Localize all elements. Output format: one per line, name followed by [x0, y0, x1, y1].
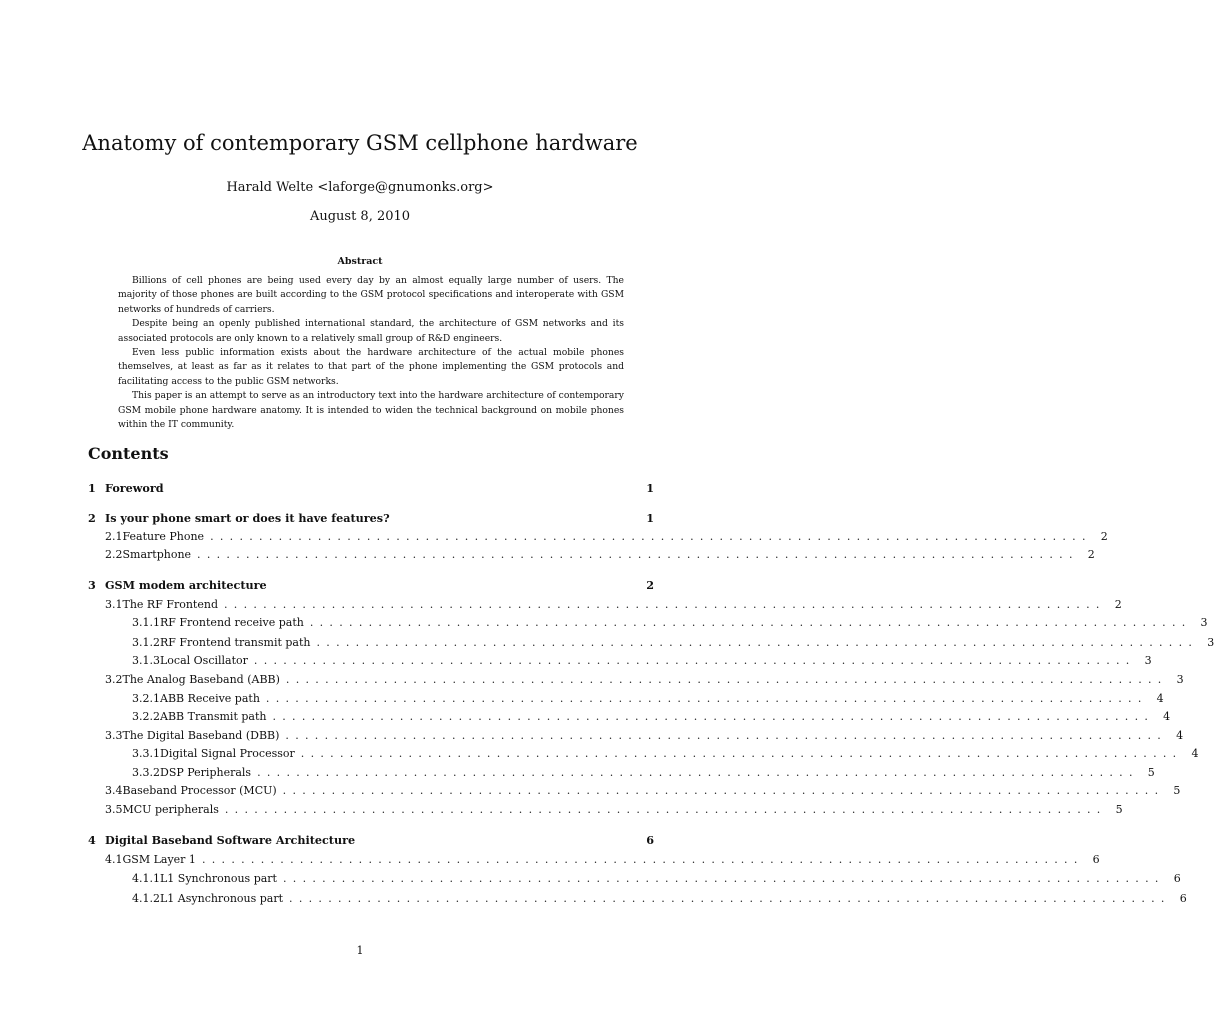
toc-entry-page: 2	[646, 578, 654, 592]
page-number: 1	[356, 944, 364, 957]
toc-leader-dots: ..........................................................................................	[224, 598, 1106, 611]
toc-entry[interactable]	[105, 729, 1184, 745]
toc-entry-page: 2	[1100, 530, 1108, 543]
toc-entry-label: Baseband Processor (MCU)	[122, 784, 277, 797]
toc-entry-label: Feature Phone	[122, 530, 205, 543]
toc-leader-dots: ..........................................................................................	[197, 548, 1079, 561]
toc-entry-label: The RF Frontend	[122, 598, 218, 611]
toc-leader-dots: ..........................................................................................	[300, 747, 1183, 760]
abstract-paragraph: Billions of cell phones are being used every day by an almost equally large number of users. The majority of those phones are built according to the GSM protocol specifications and interoperate with GSM networks of hundreds of carriers.	[118, 275, 624, 315]
toc-entry-number: 4.1.2	[132, 892, 160, 905]
toc-leader-dots: ..........................................................................................	[224, 803, 1107, 816]
toc-entry-page: 2	[1114, 598, 1122, 611]
toc-entry-number: 3.1.3	[132, 654, 160, 667]
toc-entry-label: Local Oscillator	[160, 654, 248, 667]
toc-entry[interactable]	[105, 598, 1122, 614]
toc-entry-number: 3.1.1	[132, 616, 160, 629]
toc-entry[interactable]	[132, 636, 1214, 652]
toc-entry-label: Digital Baseband Software Architecture	[105, 833, 356, 847]
toc-entry-number: 3.1	[105, 598, 123, 611]
toc-leader-dots: ..........................................................................................	[201, 853, 1084, 866]
toc-entry[interactable]	[132, 616, 1208, 632]
toc-entry-label: GSM modem architecture	[105, 578, 267, 592]
toc-entry-label: ABB Receive path	[160, 692, 260, 705]
toc-entry-page: 3	[1200, 616, 1208, 629]
toc-entry-page: 4	[1156, 692, 1164, 705]
toc-entry-page: 2	[1087, 548, 1095, 561]
toc-entry-label: The Analog Baseband (ABB)	[122, 673, 280, 686]
toc-entry-number: 3.2.1	[132, 692, 160, 705]
toc-leader-dots: ..........................................................................................	[282, 872, 1165, 885]
toc-entry[interactable]	[88, 511, 654, 527]
toc-leader-dots: ..........................................................................................	[285, 673, 1168, 686]
toc-entry-label: GSM Layer 1	[122, 853, 196, 866]
abstract-paragraph: Even less public information exists about the hardware architecture of the actual mobile phones themselves, at least as far as it relates to that part of the phone implementing the GSM protocols and facilitating access to the public GSM networks.	[118, 347, 624, 387]
toc-entry[interactable]	[105, 853, 1100, 869]
toc-entry-page: 4	[1163, 710, 1171, 723]
toc-leader-dots: ..........................................................................................	[289, 892, 1171, 905]
toc-entry-number: 3.2.2	[132, 710, 160, 723]
toc-entry-page: 6	[1092, 853, 1100, 866]
toc-entry-page: 3	[1207, 636, 1214, 649]
toc-entry[interactable]	[88, 833, 654, 849]
toc-entry-number: 3.3	[105, 729, 123, 742]
toc-entry[interactable]	[132, 892, 1187, 908]
toc-entry-number: 3.1.2	[132, 636, 160, 649]
toc-entry-label: DSP Peripherals	[160, 766, 252, 779]
toc-entry[interactable]	[105, 803, 1123, 819]
toc-entry-label: MCU peripherals	[122, 803, 219, 816]
toc-leader-dots: ..........................................................................................	[253, 654, 1136, 667]
toc-entry[interactable]	[132, 710, 1171, 726]
toc-entry[interactable]	[88, 578, 654, 594]
toc-leader-dots: ..........................................................................................	[257, 766, 1139, 779]
abstract-body	[118, 274, 624, 432]
toc-entry[interactable]	[132, 766, 1155, 782]
abstract-paragraph: Despite being an openly published international standard, the architecture of GSM networks and its associated protocols are only known to a relatively small group of R&D engineers.	[118, 318, 624, 344]
toc-leader-dots: ..........................................................................................	[265, 692, 1148, 705]
toc-entry-label: Digital Signal Processor	[160, 747, 295, 760]
toc-entry[interactable]	[132, 692, 1164, 708]
toc-entry[interactable]	[88, 481, 654, 497]
toc-entry-label: ABB Transmit path	[160, 710, 267, 723]
toc-entry[interactable]	[132, 654, 1152, 670]
toc-entry-label: Smartphone	[122, 548, 192, 561]
toc-entry-number: 3	[88, 578, 96, 592]
toc-entry-page: 5	[1147, 766, 1155, 779]
paper-title: Anatomy of contemporary GSM cellphone hardware	[82, 131, 638, 155]
abstract-heading: Abstract	[337, 256, 383, 267]
toc-leader-dots: ..........................................................................................	[282, 784, 1165, 797]
toc-entry[interactable]	[132, 872, 1181, 888]
toc-entry[interactable]	[132, 747, 1199, 763]
contents-heading: Contents	[88, 444, 169, 463]
abstract-paragraph: This paper is an attempt to serve as an introductory text into the hardware architecture of contemporary GSM mobile phone hardware anatomy. It is intended to widen the technical background on mobile phones within the IT community.	[118, 390, 624, 431]
author-line: Harald Welte <laforge@gnumonks.org>	[226, 180, 494, 195]
toc-entry[interactable]	[105, 673, 1184, 689]
toc-entry-page: 5	[1173, 784, 1181, 797]
toc-entry-page: 4	[1191, 747, 1199, 760]
toc-entry[interactable]	[105, 784, 1181, 800]
toc-entry-page: 6	[1173, 872, 1181, 885]
toc-entry-number: 3.3.2	[132, 766, 160, 779]
toc-entry-page: 1	[646, 511, 654, 525]
toc-entry-number: 3.4	[105, 784, 123, 797]
toc-entry-page: 4	[1176, 729, 1184, 742]
toc-entry-number: 4	[88, 833, 96, 847]
toc-entry-page: 3	[1144, 654, 1152, 667]
toc-entry-number: 2.1	[105, 530, 123, 543]
toc-entry-page: 6	[1179, 892, 1187, 905]
toc-leader-dots: ..........................................................................................	[309, 616, 1192, 629]
toc-entry-number: 2	[88, 511, 96, 525]
toc-entry-page: 6	[646, 833, 654, 847]
toc-entry-page: 5	[1115, 803, 1123, 816]
toc-entry-label: L1 Synchronous part	[160, 872, 277, 885]
toc-entry[interactable]	[105, 530, 1108, 546]
toc-entry-label: RF Frontend receive path	[160, 616, 304, 629]
toc-entry-label: L1 Asynchronous part	[160, 892, 284, 905]
toc-leader-dots: ..........................................................................................	[210, 530, 1092, 543]
toc-entry-page: 3	[1176, 673, 1184, 686]
toc-leader-dots: ..........................................................................................	[272, 710, 1155, 723]
toc-entry-number: 3.2	[105, 673, 123, 686]
toc-entry-number: 2.2	[105, 548, 123, 561]
toc-entry-number: 3.5	[105, 803, 123, 816]
toc-entry-number: 4.1	[105, 853, 123, 866]
toc-entry-number: 3.3.1	[132, 747, 160, 760]
toc-entry-label: Is your phone smart or does it have features?	[105, 511, 390, 525]
toc-entry-number: 1	[88, 481, 96, 495]
date-line: August 8, 2010	[309, 209, 411, 224]
toc-entry[interactable]	[105, 548, 1095, 564]
toc-entry-number: 4.1.1	[132, 872, 160, 885]
toc-entry-label: Foreword	[105, 481, 164, 495]
toc-leader-dots: ..........................................................................................	[316, 636, 1199, 649]
toc-entry-page: 1	[646, 481, 654, 495]
toc-leader-dots: ..........................................................................................	[285, 729, 1168, 742]
toc-entry-label: RF Frontend transmit path	[160, 636, 311, 649]
toc-entry-label: The Digital Baseband (DBB)	[122, 729, 280, 742]
